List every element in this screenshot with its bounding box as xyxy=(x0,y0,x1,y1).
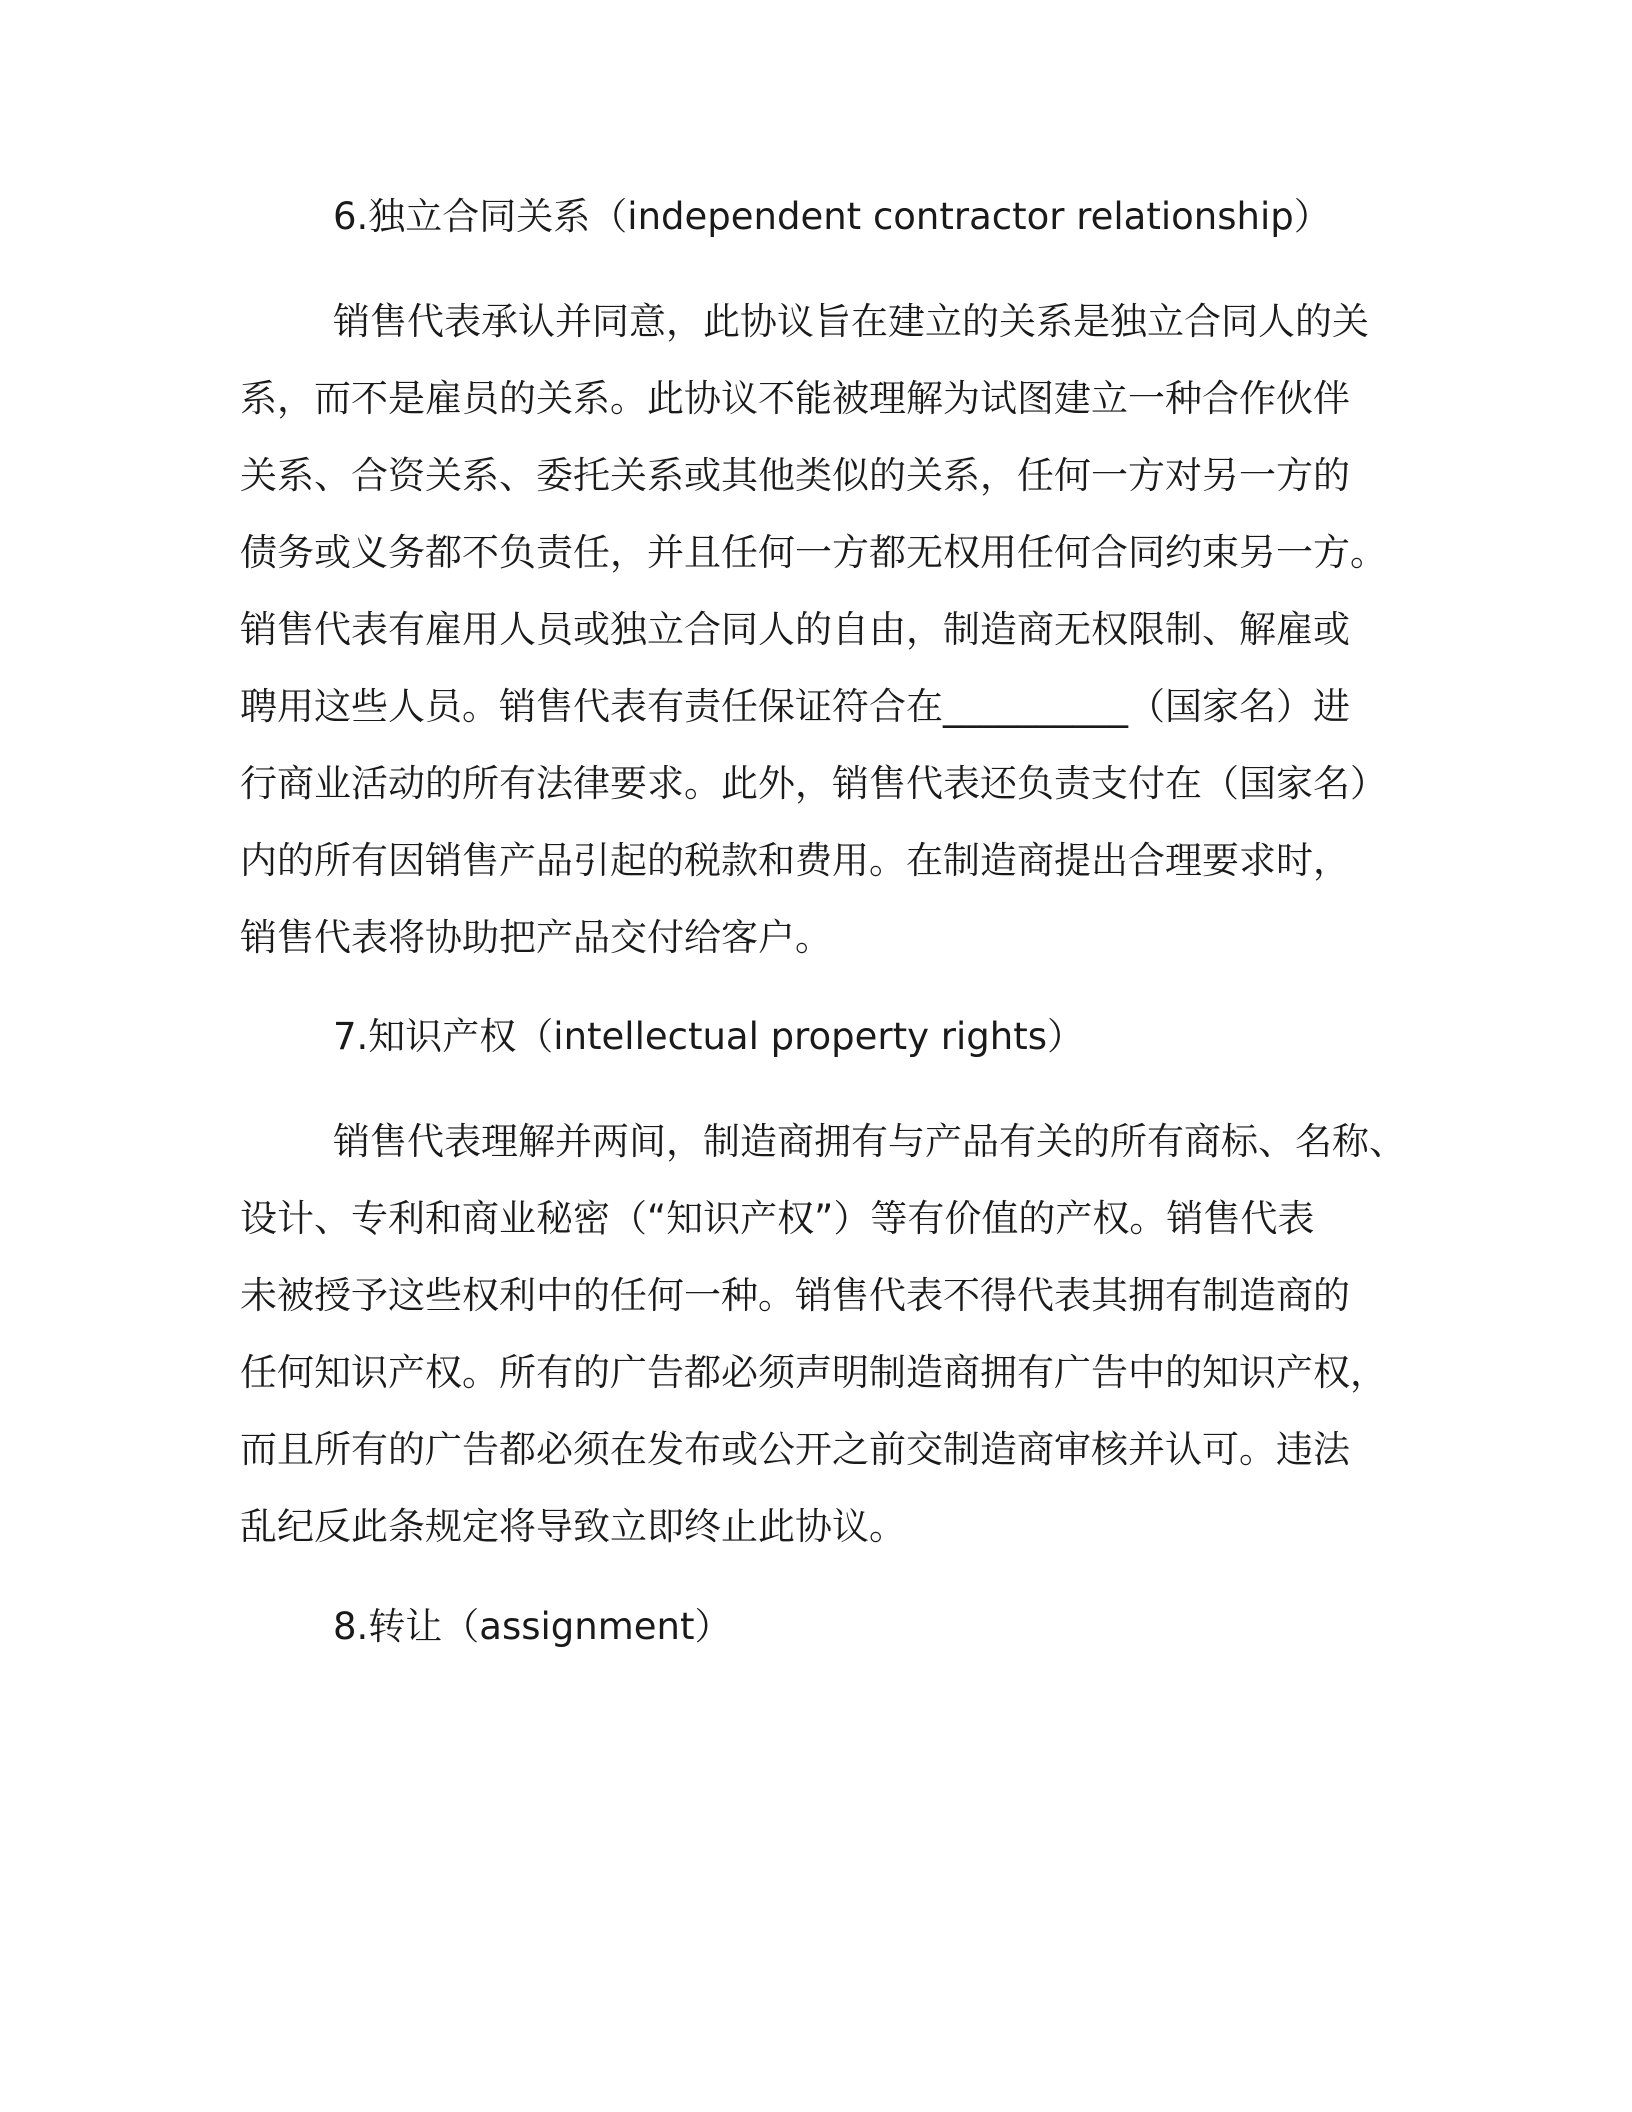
paragraph-line: 而且所有的广告都必须在发布或公开之前交制造商审核并认可。违法 xyxy=(240,1428,1350,1471)
section-8-heading: 8.转让（assignment） xyxy=(333,1605,732,1648)
paragraph-line: 聘用这些人员。销售代表有责任保证符合在__________（国家名）进 xyxy=(240,685,1350,728)
paragraph-line: 任何知识产权。所有的广告都必须声明制造商拥有广告中的知识产权， xyxy=(240,1351,1387,1394)
section-6-heading: 6.独立合同关系（independent contractor relationship） xyxy=(333,195,1331,238)
paragraph-line: 未被授予这些权利中的任何一种。销售代表不得代表其拥有制造商的 xyxy=(240,1274,1350,1317)
paragraph-line: 销售代表理解并两间，制造商拥有与产品有关的所有商标、名称、 xyxy=(333,1120,1406,1163)
section-7-paragraph xyxy=(240,1103,1420,1565)
paragraph-line: 行商业活动的所有法律要求。此外，销售代表还负责支付在（国家名） xyxy=(240,762,1387,805)
paragraph-line: 关系、合资关系、委托关系或其他类似的关系，任何一方对另一方的 xyxy=(240,454,1350,497)
paragraph-line: 债务或义务都不负责任，并且任何一方都无权用任何合同约束另一方。 xyxy=(240,531,1387,574)
paragraph-line: 设计、专利和商业秘密（“知识产权”）等有价值的产权。销售代表 xyxy=(240,1197,1315,1240)
paragraph-line: 乱纪反此条规定将导致立即终止此协议。 xyxy=(240,1505,906,1548)
section-7-heading: 7.知识产权（intellectual property rights） xyxy=(333,1015,1085,1058)
paragraph-line: 销售代表将协助把产品交付给客户。 xyxy=(240,916,832,959)
paragraph-line: 销售代表承认并同意，此协议旨在建立的关系是独立合同人的关 xyxy=(333,300,1369,343)
paragraph-line: 内的所有因销售产品引起的税款和费用。在制造商提出合理要求时， xyxy=(240,839,1350,882)
section-6-paragraph xyxy=(240,283,1420,976)
paragraph-line: 销售代表有雇用人员或独立合同人的自由，制造商无权限制、解雇或 xyxy=(240,608,1350,651)
paragraph-line: 系，而不是雇员的关系。此协议不能被理解为试图建立一种合作伙伴 xyxy=(240,377,1350,420)
